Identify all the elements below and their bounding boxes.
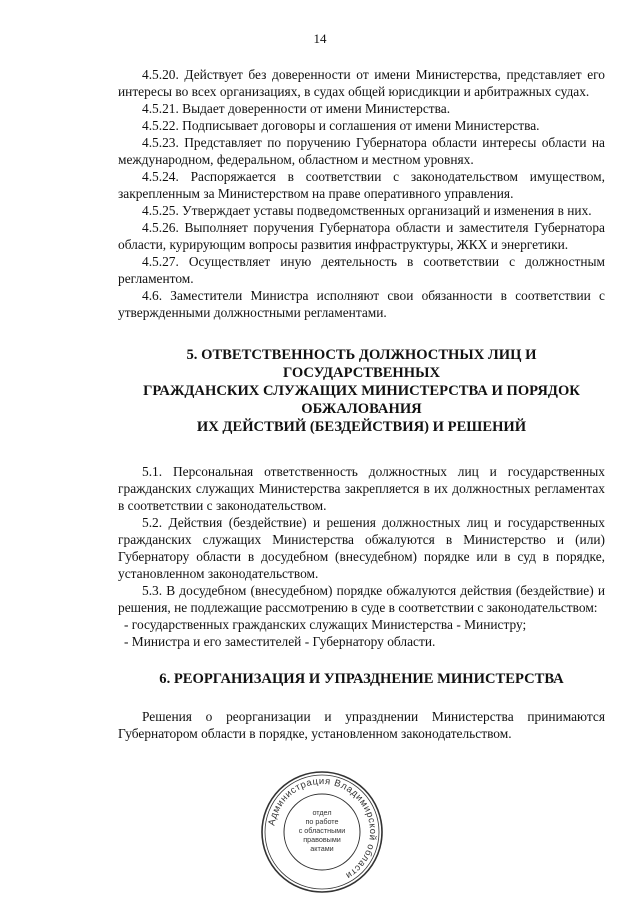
section-6-heading: 6. РЕОРГАНИЗАЦИЯ И УПРАЗДНЕНИЕ МИНИСТЕРСТВА xyxy=(159,671,564,687)
paragraph-4-5-26: 4.5.26. Выполняет поручения Губернатора области и заместителя Губернатора области, курирующим вопросы развития инфраструктуры, ЖКХ и энергетики. xyxy=(118,220,605,252)
paragraph-4-5-24: 4.5.24. Распоряжается в соответствии с законодательством имуществом, закрепленным за Министерством на праве оперативного управления. xyxy=(118,169,605,201)
dash-item: - государственных гражданских служащих Министерства - Министру; xyxy=(124,617,527,632)
paragraph-5-2: 5.2. Действия (бездействие) и решения должностных лиц и государственных гражданских служащих Министерства обжалуются в Министерство и (или) Губернатору области в досудебном (внесудебном) порядке или в суд в порядке, установленном законодательством. xyxy=(118,515,605,581)
official-stamp xyxy=(258,768,386,896)
section-5-heading-line: ГРАЖДАНСКИХ СЛУЖАЩИХ МИНИСТЕРСТВА И ПОРЯДОК xyxy=(143,383,580,399)
stamp-center-text xyxy=(299,808,346,853)
dash-item: - Министра и его заместителей - Губернатору области. xyxy=(124,634,436,649)
stamp-center-line: с областными xyxy=(298,826,346,835)
section-5-heading xyxy=(118,346,605,436)
stamp-center-line: актами xyxy=(310,844,334,853)
paragraph-4-5-22: 4.5.22. Подписывает договоры и соглашения от имени Министерства. xyxy=(142,118,540,133)
paragraph-4-5-25: 4.5.25. Утверждает уставы подведомственных организаций и изменения в них. xyxy=(142,203,592,218)
document-body xyxy=(118,66,605,742)
section-5-heading-line: ОБЖАЛОВАНИЯ xyxy=(301,401,422,417)
paragraph-4-5-23: 4.5.23. Представляет по поручению Губернатора области интересы области на международном, федеральном, областном и местном уровнях. xyxy=(118,135,605,167)
paragraph-4-5-20: 4.5.20. Действует без доверенности от имени Министерства, представляет его интересы во всех организациях, в судах общей юрисдикции и арбитражных судах. xyxy=(118,67,605,99)
page-number: 14 xyxy=(313,31,327,46)
stamp-center-line: по работе xyxy=(305,817,339,826)
paragraph-5-1: 5.1. Персональная ответственность должностных лиц и государственных гражданских служащих Министерства закрепляется в их должностных регламентах в соответствии с законодательством. xyxy=(118,464,605,513)
paragraph-4-5-27: 4.5.27. Осуществляет иную деятельность в соответствии с должностным регламентом. xyxy=(118,254,605,286)
paragraph-5-3: 5.3. В досудебном (внесудебном) порядке обжалуются действия (бездействие) и решения, не подлежащие рассмотрению в суде в соответствии с законодательством: xyxy=(118,583,605,615)
section-5-heading-line: ГОСУДАРСТВЕННЫХ xyxy=(282,365,441,381)
section-5-heading-line: 5. ОТВЕТСТВЕННОСТЬ ДОЛЖНОСТНЫХ ЛИЦ И xyxy=(186,347,537,363)
paragraph-4-6: 4.6. Заместители Министра исполняют свои обязанности в соответствии с утвержденными должностными регламентами. xyxy=(118,288,605,320)
section-5-heading-line: ИХ ДЕЙСТВИЙ (БЕЗДЕЙСТВИЯ) И РЕШЕНИЙ xyxy=(196,419,527,435)
stamp-center-line: отдел xyxy=(312,808,332,817)
stamp-center-line: правовыми xyxy=(303,835,341,844)
paragraph-6-1: Решения о реорганизации и упразднении Министерства принимаются Губернатором области в порядке, установленном законодательством. xyxy=(118,709,605,741)
stamp-ring-text: Администрация Владимирской области xyxy=(266,775,379,882)
paragraph-4-5-21: 4.5.21. Выдает доверенности от имени Министерства. xyxy=(142,101,451,116)
